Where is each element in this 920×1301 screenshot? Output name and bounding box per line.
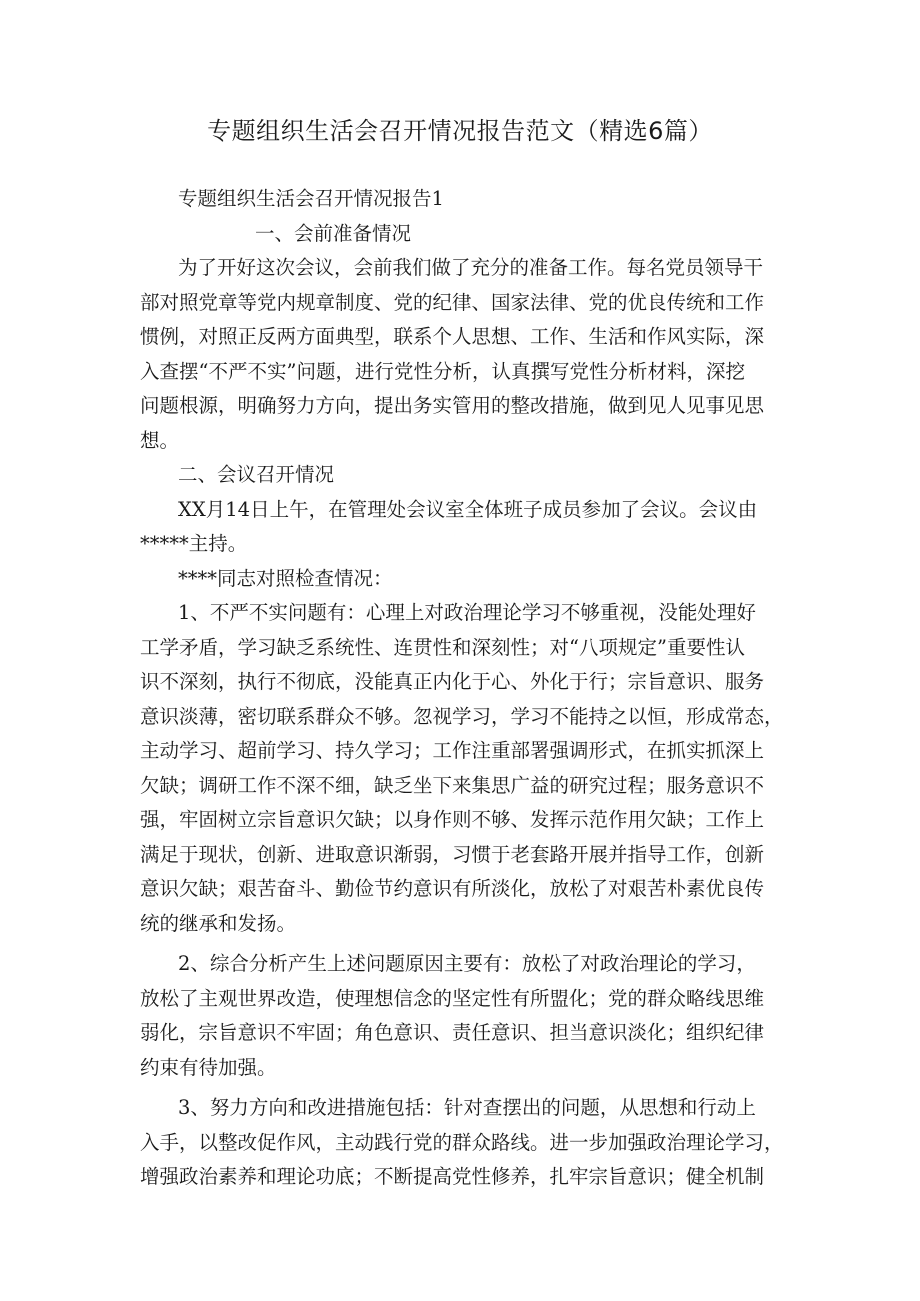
paragraph-meeting — [140, 493, 805, 562]
text-line: 工学矛盾，学习缺乏系统性、连贯性和深刻性；对“八项规定”重要性认 — [140, 635, 745, 659]
text-line: 增强政治素养和理论功底；不断提高党性修养，扎牢宗旨意识；健全机制 — [140, 1165, 765, 1188]
text-line: 1、不严不实问题有：心理上对政治理论学习不够重视，没能处理好 — [178, 601, 756, 624]
document-title: 专题组织生活会召开情况报告范文（精选6篇） — [207, 117, 713, 145]
item-causes — [140, 947, 805, 1085]
text-line: 想。 — [140, 428, 180, 452]
text-line: 问题根源，明确努力方向，提出务实管用的整改措施，做到见人见事见思 — [140, 394, 765, 417]
text-line: 部对照党章等党内规章制度、党的纪律、国家法律、党的优良传统和工作 — [140, 290, 765, 314]
text-line: 识不深刻，执行不彻底，没能真正内化于心、外化于行；宗旨意识、服务 — [140, 670, 765, 693]
text-line: 入手，以整改促作风，主动践行党的群众路线。进一步加强政治理论学习， — [140, 1130, 784, 1154]
text-line: 欠缺；调研工作不深不细，缺乏坐下来集思广益的研究过程；服务意识不 — [140, 773, 765, 797]
paragraph-preparation — [140, 251, 805, 458]
text-line: 弱化，宗旨意识不牢固；角色意识、责任意识、担当意识淡化；组织纪律 — [140, 1021, 765, 1044]
text-line: *****主持。 — [140, 532, 248, 555]
text-line: 统的继承和发扬。 — [140, 911, 297, 935]
text-line: 意识欠缺；艰苦奋斗、勤俭节约意识有所淡化，放松了对艰苦朴素优良传 — [140, 877, 765, 900]
item-measures — [140, 1091, 805, 1195]
paragraph-comrade-check: ****同志对照检查情况： — [178, 566, 393, 590]
text-line: 放松了主观世界改造，使理想信念的坚定性有所盟化；党的群众略线思维 — [140, 986, 765, 1010]
report-subtitle: 专题组织生活会召开情况报告1 — [178, 187, 444, 210]
item-problems — [140, 596, 805, 941]
text-line: 满足于现状，创新、进取意识渐弱，习惯于老套路开展并指导工作，创新 — [140, 842, 765, 866]
text-line: XX月14日上午，在管理处会议室全体班子成员参加了会议。会议由 — [178, 497, 758, 521]
text-line: 2、综合分析产生上述问题原因主要有：放松了对政治理论的学习， — [178, 952, 756, 975]
text-line: 强，牢固树立宗旨意识欠缺；以身作则不够、发挥示范作用欠缺；工作上 — [140, 808, 765, 831]
text-line: 意识淡薄，密切联系群众不够。忽视学习，学习不能持之以恒，形成常态， — [140, 704, 784, 728]
text-line: 约束有待加强。 — [140, 1055, 277, 1079]
text-line: 3、努力方向和改进措施包括：针对查摆出的问题，从思想和行动上 — [178, 1096, 756, 1119]
document-body — [140, 182, 805, 1195]
text-line: 为了开好这次会议，会前我们做了充分的准备工作。每名党员领导干 — [178, 256, 764, 279]
section-heading-meeting: 二、会议召开情况 — [178, 463, 335, 486]
text-line: 惯例，对照正反两方面典型，联系个人思想、工作、生活和作风实际，深 — [140, 325, 765, 348]
text-line: 入查摆“不严不实”问题，进行党性分析，认真撰写党性分析材料，深挖 — [140, 359, 745, 383]
text-line: 主动学习、超前学习、持久学习；工作注重部署强调形式，在抓实抓深上 — [140, 739, 765, 762]
section-heading-preparation: 一、会前准备情况 — [255, 221, 412, 245]
